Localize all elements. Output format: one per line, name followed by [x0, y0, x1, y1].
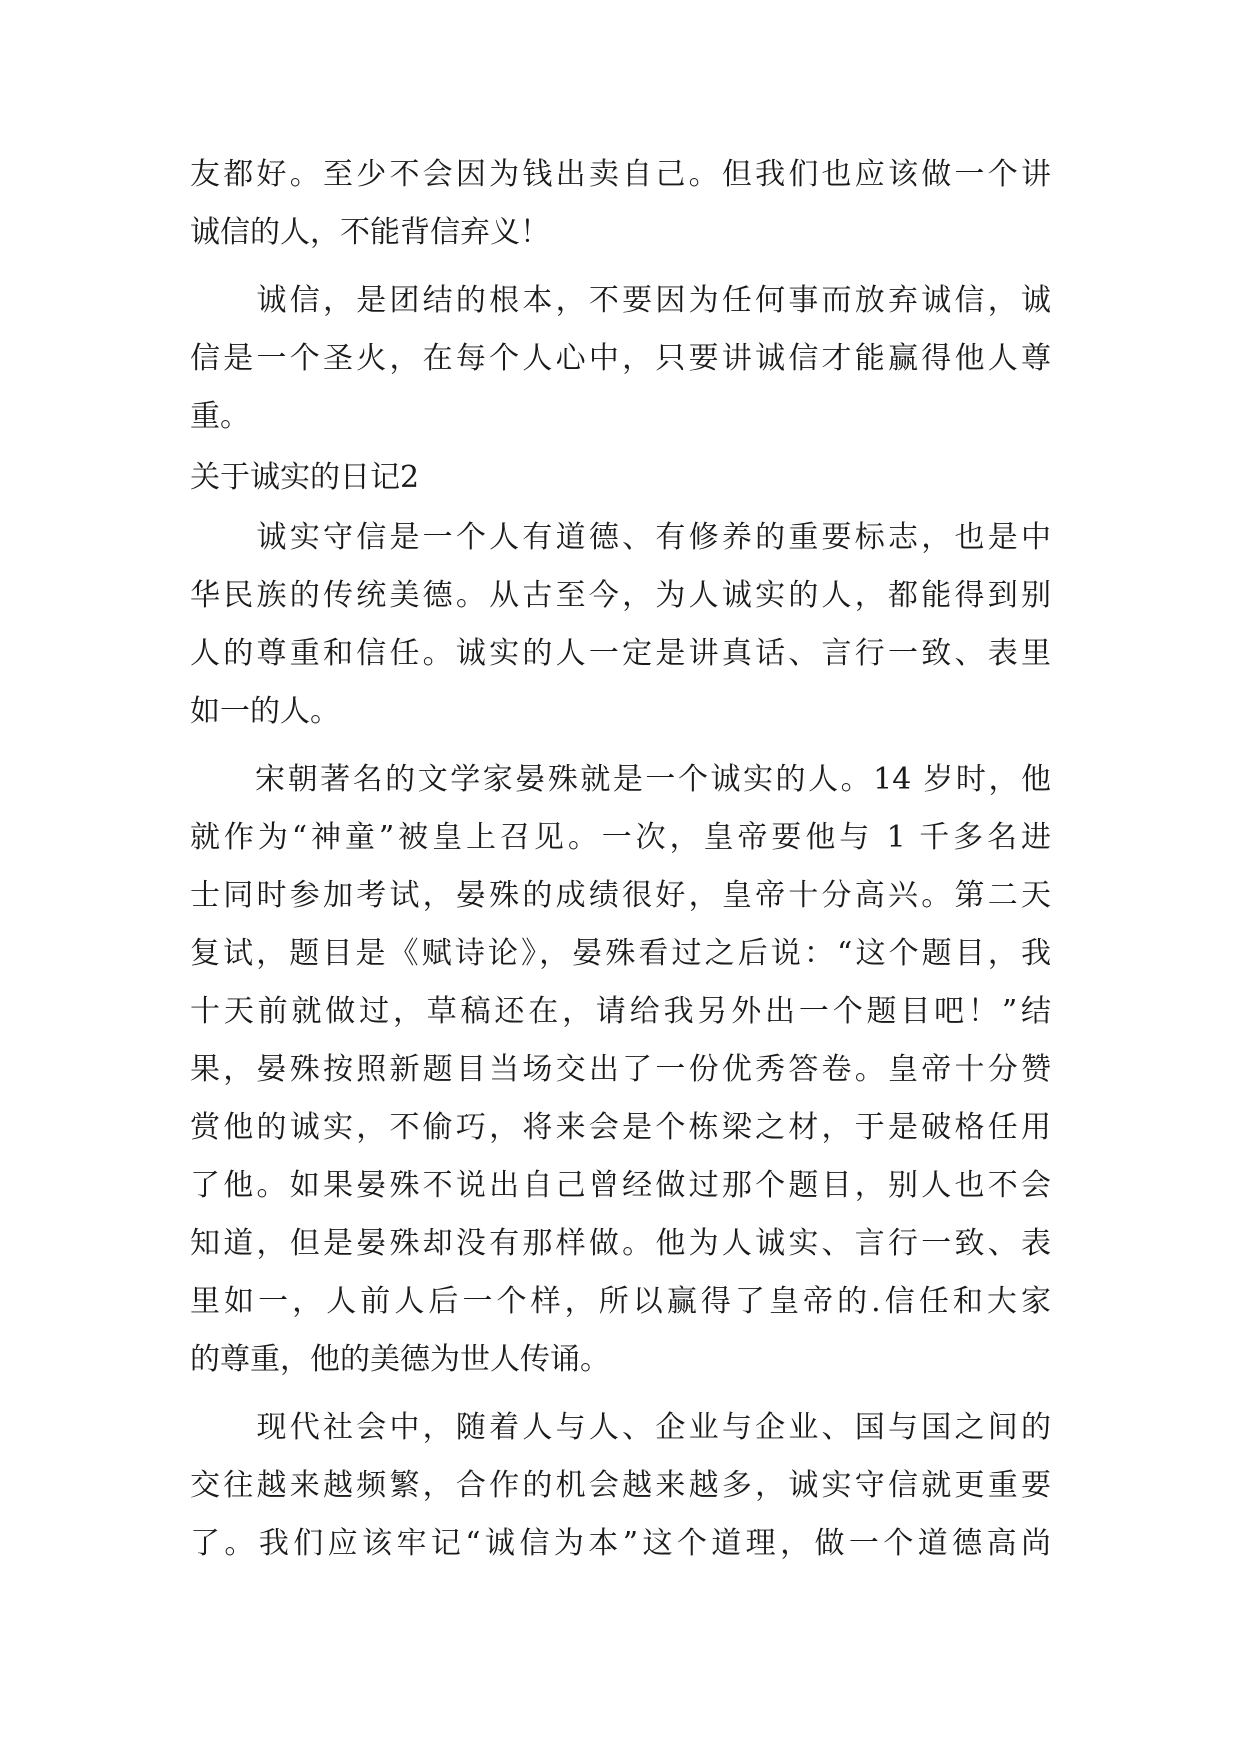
paragraph-line: 了。我们应该牢记“诚信为本”这个道理，做一个道德高尚	[190, 1526, 1051, 1561]
paragraph-line: 诚信的人，不能背信弃义！	[190, 215, 550, 250]
paragraph-line: 现代社会中，随着人与人、企业与企业、国与国之间的	[190, 1410, 1051, 1445]
paragraph-line: 华民族的传统美德。从古至今，为人诚实的人，都能得到别	[190, 578, 1051, 613]
paragraph-line: 人的尊重和信任。诚实的人一定是讲真话、言行一致、表里	[190, 636, 1051, 671]
paragraph-line: 就作为“神童”被皇上召见。一次，皇帝要他与 1 千多名进	[190, 820, 1051, 855]
paragraph-line: 十天前就做过，草稿还在，请给我另外出一个题目吧！”结	[190, 994, 1051, 1029]
paragraph-line: 了他。如果晏殊不说出自己曾经做过那个题目，别人也不会	[190, 1168, 1051, 1203]
paragraph-line: 友都好。至少不会因为钱出卖自己。但我们也应该做一个讲	[190, 157, 1051, 192]
paragraph-line: 诚实守信是一个人有道德、有修养的重要标志，也是中	[190, 520, 1051, 555]
paragraph-line: 赏他的诚实，不偷巧，将来会是个栋梁之材，于是破格任用	[190, 1110, 1051, 1145]
paragraph-line: 里如一，人前人后一个样，所以赢得了皇帝的.信任和大家	[190, 1284, 1051, 1319]
paragraph-line: 宋朝著名的文学家晏殊就是一个诚实的人。14 岁时，他	[190, 762, 1051, 797]
paragraph-line: 的尊重，他的美德为世人传诵。	[190, 1342, 610, 1377]
paragraph-line: 重。	[190, 399, 250, 434]
paragraph-line: 如一的人。	[190, 694, 340, 729]
paragraph-line: 果，晏殊按照新题目当场交出了一份优秀答卷。皇帝十分赞	[190, 1052, 1051, 1087]
paragraph-line: 知道，但是晏殊却没有那样做。他为人诚实、言行一致、表	[190, 1226, 1051, 1261]
section-heading: 关于诚实的日记2	[190, 460, 420, 495]
paragraph-line: 复试，题目是《赋诗论》，晏殊看过之后说：“这个题目，我	[190, 936, 1051, 971]
paragraph-line: 士同时参加考试，晏殊的成绩很好，皇帝十分高兴。第二天	[190, 878, 1051, 913]
paragraph-line: 诚信，是团结的根本，不要因为任何事而放弃诚信，诚	[190, 283, 1051, 318]
paragraph-line: 交往越来越频繁，合作的机会越来越多，诚实守信就更重要	[190, 1468, 1051, 1503]
paragraph-line: 信是一个圣火，在每个人心中，只要讲诚信才能赢得他人尊	[190, 341, 1051, 376]
